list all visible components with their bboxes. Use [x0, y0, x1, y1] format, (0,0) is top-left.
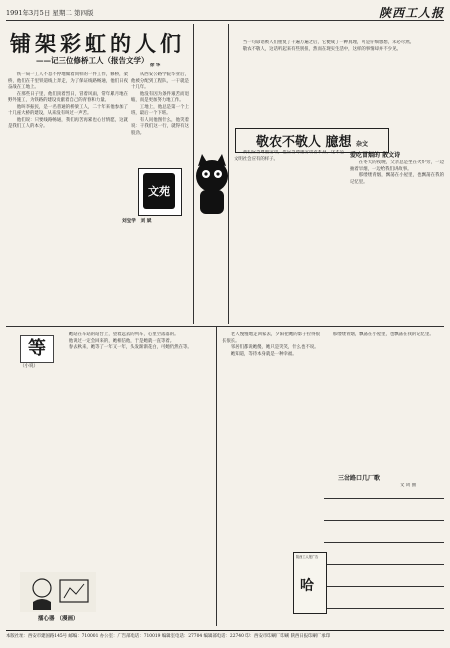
bottom-left-body	[60, 332, 210, 568]
section-divider	[6, 326, 444, 327]
bottom-right-body	[324, 332, 444, 462]
ad-big-char: 哈	[300, 578, 314, 594]
paragraph: 那缕缕青烟，飘荡在小屋里，也飘荡在我的记忆里。	[332, 332, 434, 337]
paragraph: 她站在车站的站台上，望着远去的列车，心里空落落的。	[68, 332, 179, 337]
paragraph: 他没有因为条件艰苦而退缩，而是更加努力地工作。	[131, 91, 189, 103]
credit-right: 刘 斌	[140, 219, 152, 224]
illustration-credits	[122, 218, 151, 224]
paragraph: 敬农不敬人，这话听起来有些别扭，然而在现实生活中，这样的事情却并不少见。	[242, 46, 401, 52]
wenyuan-logo	[138, 168, 182, 216]
paragraph: 在冬天的夜晚，父亲总是坐在火炉旁，一边抽着旱烟，一边给我们讲故事。	[350, 160, 444, 172]
song-title: 三岔路口几厂歌	[338, 475, 381, 482]
story-subtitle: ——记三位修桥工人（报告文学）	[36, 56, 149, 65]
page-footer: 本版社址：西安市建国路145号 邮编：710001 办公室：广告部电话：710019 编辑室电话：27704 编辑部电话：22740 印：西安市印刷厂印刷 陕西日报印刷厂承印	[6, 630, 444, 639]
mid-column-body	[131, 72, 189, 167]
paragraph: 老人慢慢地走回家去，夕阳把她的影子拉得很长很长。	[222, 332, 320, 344]
music-staff-line	[324, 586, 444, 587]
paragraph: 在那些日子里，他们顶着烈日，冒着风雨，常年累月地在野外施工，为铁路的建设贡献着自己的青春和力量。	[8, 91, 128, 103]
music-staff-line	[324, 608, 444, 609]
cartoon-artist: （漫画）	[56, 616, 79, 622]
section-title-tag: 散文诗	[382, 152, 401, 159]
section-divider	[216, 326, 217, 626]
paragraph: 她知道，等待本身就是一种幸福。	[230, 351, 297, 357]
paragraph: 我们应当尊重劳动，也应当尊重劳动者本身，这才是文明社会应有的样子。	[234, 150, 344, 162]
right-section-body	[350, 160, 444, 320]
paragraph: 从西安公路学院毕业后，他被分配到工程队，一干就是十几年。	[131, 72, 189, 90]
paragraph: 春去秋来，她等了一年又一年，头发渐渐花白，可她仍然在等。	[68, 345, 192, 350]
paragraph: 有人问他图什么，他笑着说：干我们这一行，就得有这股劲。	[131, 117, 189, 136]
cartoon-drawing-icon	[20, 572, 96, 612]
paragraph: 工地上，他总是第一个上班，最后一个下班。	[131, 104, 189, 116]
section-title-text: 爱吃冒烟的	[350, 152, 381, 159]
story-headline: 铺架彩虹的人们	[10, 31, 185, 56]
logo-text: 文苑	[148, 185, 170, 198]
newspaper-masthead: 陕西工人报	[378, 6, 444, 20]
music-staff-line	[324, 564, 444, 565]
story-genre: （小说）	[20, 364, 38, 369]
paragraph: 他说过一定会回来的，她相信他，于是她就一直等着。	[68, 338, 175, 344]
issue-date: 1991年3月5日 星期二 第四版	[6, 9, 94, 17]
cartoon-caption	[38, 614, 78, 622]
left-story-body	[8, 72, 128, 322]
essay-title-tag: 臆想	[325, 135, 352, 150]
music-staff-line	[324, 498, 444, 499]
paragraph: 他叫李振民，是一名普通的桥梁工人，二十年来他参加了十几座大桥的建设，从来没有叫过一声苦。	[8, 104, 128, 116]
page-header	[6, 6, 444, 21]
essay-title: 敬农不敬人	[255, 135, 321, 150]
paragraph: 当一句谚语被人们重复了千遍万遍之后，它便成了一种真理，可是仔细想想，未必尽然。	[242, 40, 415, 45]
story-byline: 徐 华	[150, 63, 161, 68]
section-title	[350, 150, 400, 159]
paragraph: 那缕缕青烟，飘荡在小屋里，也飘荡在我的记忆里。	[350, 173, 444, 185]
paragraph: 铁一局一工人不息不停地做着同样的一件工作，修桥，架桥，他们在千里铁道线上奔走，为了保证线路畅通，他们日夜奋战在工地上。	[8, 72, 128, 90]
paragraph: 他们说：只要线路畅通，我们再苦再累也心甘情愿，这就是我们工人的本分。	[8, 117, 128, 129]
paragraph: 邻居们都说她傻，她只是笑笑，什么也不说。	[230, 345, 319, 350]
music-staff-line	[324, 542, 444, 543]
right-top-body	[234, 40, 444, 124]
cartoon-title: 擂心器	[38, 616, 55, 622]
essay-genre: 杂文	[356, 141, 369, 148]
credit-left: 刘宝学	[122, 219, 136, 224]
advertisement-box	[293, 552, 327, 614]
cat-illustration-icon	[182, 152, 242, 218]
story-title-char: 等	[20, 335, 54, 363]
ad-text: 陕西工人报广告	[296, 555, 319, 559]
right-mid-body	[234, 150, 344, 260]
music-staff-line	[324, 520, 444, 521]
song-credits: 文 词 曲	[400, 483, 416, 488]
